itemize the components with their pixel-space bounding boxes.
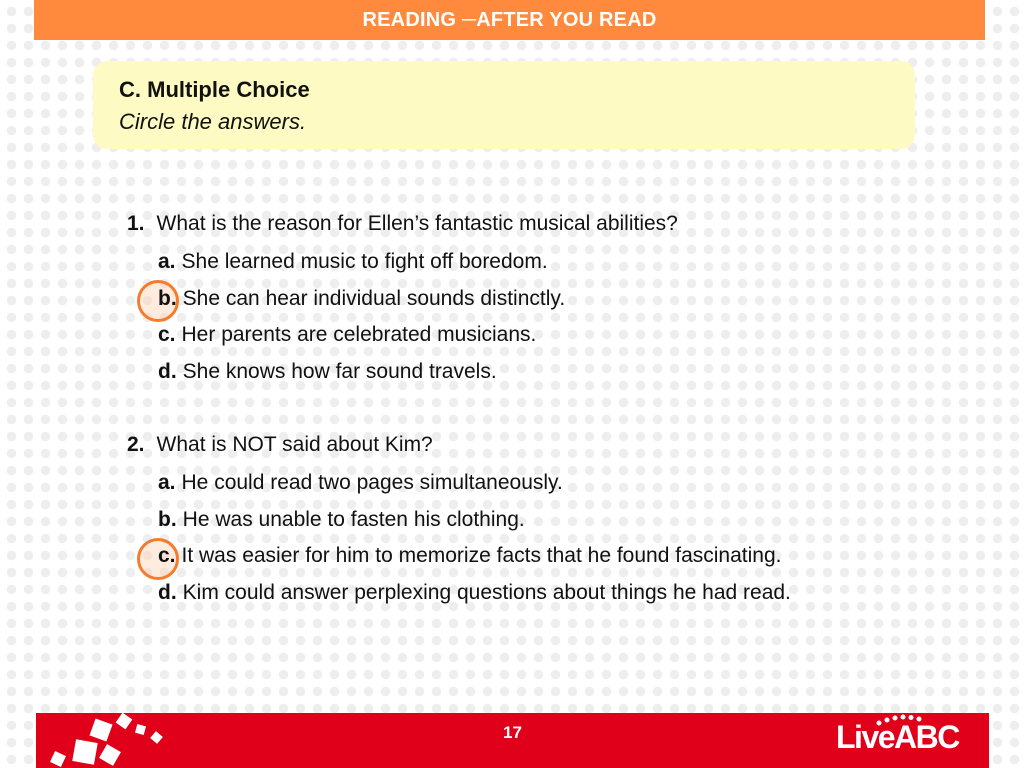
question-number: 2. (127, 433, 145, 456)
instruction-text: Circle the answers. (119, 109, 307, 134)
option-b[interactable] (158, 287, 565, 311)
page-title: READING ─AFTER YOU READ (362, 8, 657, 31)
liveabc-logo: LiveABC (836, 719, 959, 755)
option-text: She knows how far sound travels. (182, 360, 497, 383)
option-text: He was unable to fasten his clothing. (182, 508, 525, 531)
option-letter: d. (158, 581, 177, 604)
section-heading: C. Multiple Choice (119, 77, 310, 102)
option-d[interactable] (158, 581, 791, 605)
option-letter: b. (158, 287, 177, 310)
option-a[interactable] (158, 250, 548, 274)
title-bar (34, 0, 985, 40)
option-letter: a. (158, 250, 176, 273)
option-text: Her parents are celebrated musicians. (181, 323, 537, 346)
option-text: She learned music to fight off boredom. (181, 250, 548, 273)
question-number: 1. (127, 212, 145, 235)
option-a[interactable] (158, 471, 563, 495)
option-letter: c. (158, 544, 176, 567)
option-text: Kim could answer perplexing questions about things he had read. (182, 581, 791, 604)
option-c[interactable] (158, 544, 781, 568)
option-letter: a. (158, 471, 176, 494)
option-text: She can hear individual sounds distinctly. (182, 287, 566, 310)
page-number: 17 (503, 723, 522, 742)
decorative-square-icon (50, 751, 66, 767)
option-text: He could read two pages simultaneously. (181, 471, 563, 494)
option-letter: b. (158, 508, 177, 531)
question-prompt: What is the reason for Ellen’s fantastic musical abilities? (156, 212, 678, 235)
instruction-box (93, 61, 915, 149)
decorative-square-icon (99, 744, 121, 766)
option-letter: d. (158, 360, 177, 383)
option-b[interactable] (158, 508, 525, 532)
decorative-square-icon (72, 739, 97, 764)
question-text (127, 433, 433, 457)
footer-bar (36, 713, 989, 768)
question-text (127, 212, 678, 236)
option-d[interactable] (158, 360, 497, 384)
option-letter: c. (158, 323, 176, 346)
question-prompt: What is NOT said about Kim? (156, 433, 433, 456)
option-c[interactable] (158, 323, 536, 347)
option-text: It was easier for him to memorize facts that he found fascinating. (181, 544, 782, 567)
